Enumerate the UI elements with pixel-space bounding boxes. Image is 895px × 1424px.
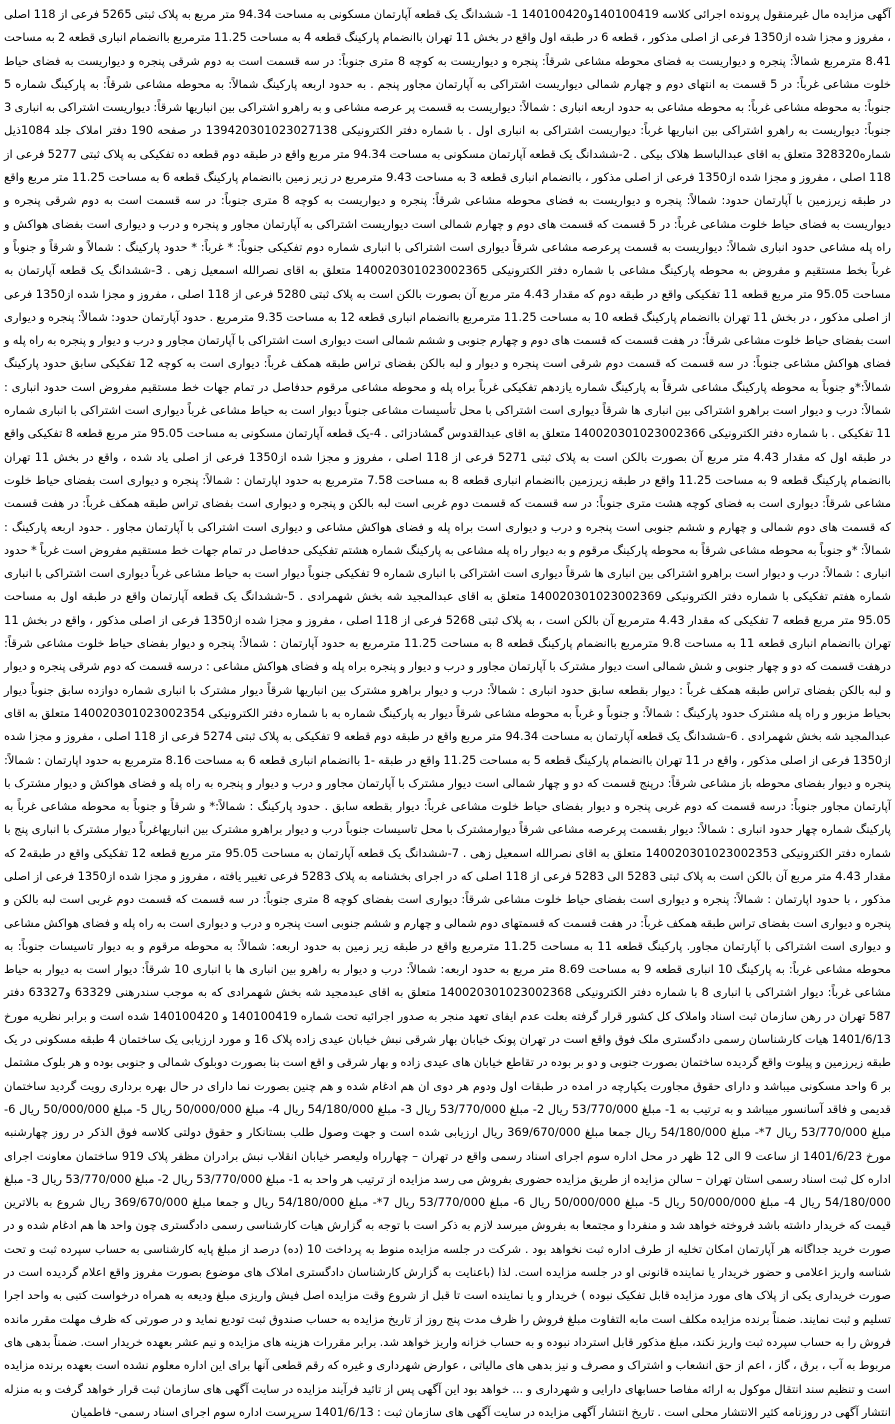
- signature-line: سرپرست اداره سوم اجرای اسناد رسمی- فاطمیان: [71, 1404, 315, 1419]
- auction-notice-text: آگهی مزایده مال غیرمنقول پرونده اجرائی کلاسه 140100419و140100420 1- ششدانگ یک قطعه آپارتمان مسکونی به مساحت 94.34 متر مربع به پلاک ثبتی 5265 فرعی از 118 اصلی ، مفروز و مجزا شده از1350 فرعی از اصلی مذکور ، قطعه 6 در طبقه اول واقع در بخش 11 تهران باانضمام پارکینگ قطعه 4 به مساحت 11.25 مترمربع باانضمام انباری قطعه 2 به مساحت 8.41 مترمربع شمالاً: پنجره و دیواریست به فضای محوطه مشاعی شرقاً: پنجره و دیواریست به کوچه 8 متری جنوباً: در سه قسمت است به دوم شرقی پنجره و دیواریست به فضای حیاط خلوت مشاعی غرباً: در 5 قسمت به انتهای دوم و چهارم شمالی دیواریست اشتراکی به آپارتمان مجاور پنجم . به حدود اربعه پارکینگ شمالاً: به محوطه مشاعی شرقاً: به پارکینگ شماره 5 جنوباً: به محوطه مشاعی غرباً: به محوطه مشاعی به حدود اربعه انباری : شمالاً: دیواریست به قسمت پر عرصه مشاعی و به راهرو اشتراکی بین انباریها شرقاً: دیواریست اشتراکی به انباری 3 جنوباً: دیواریست به راهرو اشتراکی بین انباریها غرباً: دیواریست اشتراکی به انباری اول . با شماره دفتر الکترونیکی 139420301023027138 در صفحه 190 دفتر املاک جلد 1084ذیل شماره328320 متعلق به اقای عبدالباسط هلاک بیکی . 2-ششدانگ یک قطعه آپارتمان مسکونی به مساحت 94.34 متر مربع واقع در طبقه دوم قطعه ده تفکیکی به پلاک ثبتی 5277 فرعی از 118 اصلی ، مفروز و مجزا شده از1350 فرعی از اصلی مذکور ، باانضمام انباری قطعه 3 به مساحت 9.43 مترمربع در زیر زمین باانضمام پارکینگ قطعه 6 به مساحت 11.25 متر مربع واقع در طبقه زیرزمین با آپارتمان حدود: شمالاً: پنجره و دیواریست به فضای محوطه مشاعی شرقاً: پنجره و دیواریست به کوچه 8 متری جنوباً: در سه قسمت است به دوم شرقی پنجره و دیواریست به فضای حیاط خلوت مشاعی غرباً: در 5 قسمت که قسمت های دوم و چهارم شمالی است دیواریست اشتراکی به آپارتمان مجاور و پنجره و درب و دیواری است بفضای هواکش و راه پله مشاعی حدود انباری شمالاً: دیواریست به قسمت پرعرصه مشاعی شرقاً دیواری است اشتراکی با انباری شماره دوم تفکیکی جنوباً: * غرباً: * حدود پارکینگ : شمالاً و شرقاً و جنوباً و غرباً بخط مستقیم و مفروض به محوطه پارکینگ مشاعی با شماره دفتر الکترونیکی 140020301023002365 متعلق به اقای نصرالله اسمعیل زهی . 3-ششدانگ یک قطعه آپارتمان به مساحت 95.05 متر مربع قطعه 11 تفکیکی واقع در طبقه دوم که مقدار 4.43 متر مربع آن بصورت بالکن است به پلاک ثبتی 5280 فرعی از 118 اصلی ، مفروز و مجزا شده از1350 فرعی از اصلی مذکور ، در بخش 11 تهران باانضمام پارکینگ قطعه 10 به مساحت 11.25 مترمربع باانضمام انباری قطعه 12 به مساحت 9.35 مترمربع . حدود آپارتمان حدود: شمالاً: پنجره و دیواری است بفضای حیاط خلوت مشاعی شرقاً: در هفت قسمت که قسمت های دوم و چهارم جنوبی و ششم شمالی است دیواری است اشتراکی با آپارتمان مجاور و درب و دیوار و پنجره به راه پله و فضای هواکش مشاعی جنوباً: در سه قسمت که قسمت دوم شرقی است پنجره و دیوار و لبه بالکن بفضای تراس طبقه همکف غرباً: دیواری است به کوچه 12 تفکیکی سابق حدود پارکینگ شمالاً:*و جنوباً به محوطه پارکینگ مشاعی شرقاً به پارکینگ شماره یازدهم تفکیکی غرباً براه پله و محوطه مشاعی مرقوم حدفاصل در تمام جهات خط مستقیم مفروض است حدود انباری : شمالاً: درب و دیوار است براهرو اشتراکی بین انباری ها شرقاً دیواری است اشتراکی با محل تأسیسات مشاعی جنوباً دیوار است به حیاط مشاعی غرباً دیواری است اشتراکی با انباری شماره 11 تفکیکی . با شماره دفتر الکترونیکی 140020301023002366 متعلق به اقای عبدالقدوس گمشادزائی . 4-یک قطعه آپارتمان مسکونی به مساحت 95.05 متر مربع قطعه 8 تفکیکی واقع در طبقه اول که مقدار 4.43 متر مربع آن بصورت بالکن است به پلاک ثبتی 5271 فرعی از 118 اصلی ، مفروز و مجزا شده از1350 فرعی از اصلی یاد شده ، واقع در بخش 11 تهران باانضمام پارکینگ قطعه 9 به مساحت 11.25 واقع در طبقه زیرزمین باانضمام انباری قطعه 8 به مساحت 7.58 مترمربع به حدود اپارتمان : شمالاً: پنجره و دیواری است بفضای حیاط خلوت مشاعی شرقاً: دیواری است به فضای کوچه هشت متری جنوباً: در سه قسمت که قسمت دوم غربی است لبه بالکن و پنجره و دیواری است بفضای تراس طبقه همکف غرباً: در هفت قسمت که قسمت های دوم شمالی و چهارم و ششم جنوبی است پنجره و درب و دیواری است براه پله و فضای هواکش مشاعی و دیواری است اشتراکی با آپارتمان مجاور . حدود اربعه پارکینگ : شمالاً: *و جنوباً به محوطه مشاعی شرقاً به محوطه پارکینگ مرقوم و به دیوار راه پله مشاعی به پارکینگ شماره هشتم تفکیکی حدفاصل در تمام جهات خط مستقیم مفروض است غرباً * حدود انباری : شمالاً: درب و دیوار است براهرو اشتراکی بین انباری ها شرقاً دیواری است اشتراکی با انباری شماره 9 تفکیکی جنوباً دیوار است به حیاط مشاعی غرباً دیواری است اشتراکی با انباری شماره هفتم تفکیکی با شماره دفتر الکترونیکی 140020301023002369 متعلق به اقای عبدالمجید شه بخش شهمرادی . 5-ششدانگ یک قطعه آپارتمان واقع در طبقه اول به مساحت 95.05 متر مربع قطعه 7 تفکیکی که مقدار 4.43 مترمربع آن بالکن است ، به پلاک ثبتی 5268 فرعی از 118 اصلی ، مفروز و مجزا شده از1350 فرعی از اصلی مذکور ، واقع در بخش 11 تهران باانضمام انباری قطعه 11 به مساحت 9.8 مترمربع باانضمام پارکینگ قطعه 8 به مساحت 11.25 مترمربع به حدود آپارتمان : شمالاً: پنجره و دیوار بفضای حیاط خلوت مشاعی شرقاً: درهفت قسمت که دو و چهار جنوبی و شش شمالی است دیوار مشترک با آپارتمان مجاور و درب و دیوار و پنجره براه پله و فضای هواکش مشاعی : درسه قسمت که دوم شرقی پنجره و دیوار و لبه بالکن بفضای تراس طبقه همکف غرباً : دیوار بقطعه سابق حدود انباری : شمالاً: درب و دیوار براهرو مشترک بین انباریها شرقاً دیوار مشترک با انباری شماره دوازده سابق جنوباً دیوار بحیاط مزبور و راه پله مشترک حدود پارکینگ : شمالاً: و جنوباً و غرباً به محوطه مشاعی شرقاً دیوار به پارکینگ شماره به با شماره دفتر الکترونیکی 140020301023002354 متعلق به اقای عبدالمجید شه بخش شهمرادی . 6-ششدانگ یک قطعه آپارتمان به مساحت 94.34 متر مربع واقع در طبقه دوم قطعه 9 تفکیکی به پلاک ثبتی 5274 فرعی از 118 اصلی ، مفروز و مجزا شده از1350 فرعی از اصلی مذکور ، واقع در 11 تهران باانضمام پارکینگ قطعه 5 به مساحت 11.25 واقع در طبقه -1 باانضمام انباری قطعه 6 به مساحت 8.16 مترمربع به حدود اپارتمان : شمالاً: پنجره و دیوار بفضای محوطه باز مشاعی شرقاً: درپنج قسمت که دو و چهار شمالی است دیوار مشترک با آپارتمان مجاور و درب و دیوار و پنجره به راه پله و فضای هواکش و دیوار مشترک با آپارتمان مجاور جنوباً: درسه قسمت که دوم غربی پنجره و دیوار بفضای حیاط خلوت مشاعی غرباً: دیوار بقطعه سابق . حدود پارکینگ : شمالاً:* و شرقاً و جنوباً به محوطه مشاعی غرباً به پارکینگ شماره چهار حدود انباری : شمالاً: دیوار بقسمت پرعرصه مشاعی شرقاً دیوارمشترک با محل تاسیسات جنوباً درب و دیوار براهرو مشترک بین انباریهاغرباً دیوار مشترک با انباری پنج با شماره دفتر الکترونیکی 140020301023002353 متعلق به اقای نصرالله اسمعیل زهی . 7-ششدانگ یک قطعه آپارتمان به مساحت 95.05 متر مربع قطعه 12 تفکیکی واقع در طبقه2 که مقدار 4.43 متر مربع آن بالکن است به پلاک ثبتی 5283 الی 5283 فرعی از 118 اصلی که در اجرای بخشنامه به پلاک 5283 فرعی تغییر یافته ، مفروز و مجزا شده از1350 فرعی از اصلی مذکور ، با حدود اپارتمان : شمالاً: پنجره و دیواری است بفضای حیاط خلوت مشاعی شرقاً: دیواری است بفضای کوچه 8 متری جنوباً: در سه قسمت که قسمت دوم غربی است لبه بالکن و پنجره و دیواری است بفضای تراس طبقه همکف غرباً: در هفت قسمت که قسمتهای دوم شمالی و چهارم و ششم جنوبی است پنجره و درب و دیواری است به راه پله و فضای هواکش مشاعی و دیواری است اشتراکی با آپارتمان مجاور. پارکینگ قطعه 11 به مساحت 11.25 مترمربع واقع در طبقه زیر زمین به حدود اربعه: شمالاً: به محوطه مرقوم و به دیوار تاسیسات جنوباً: به محوطه مشاعی غرباً: به پارکینگ 10 انباری قطعه 9 به مساحت 8.69 متر مربع به حدود اربعه: شمالاً: درب و دیوار به راهرو بین انباری ها با انباری 10 شرقاً: دیوار است به دیوار به حیاط مشاعی غرباً: دیوار اشتراکی با انباری 8 با شماره دفتر الکترونیکی 140020301023002368 متعلق به اقای عبدمجید شه بخش شهمرادی که به موجب سندرهنی 63329 و63327 دفتر 587 تهران در رهن سازمان ثبت اسناد واملاک کل کشور قرار گرفته بعلت عدم ایفای تعهد منجر به صدور اجرائیه تحت شماره 140100419 و 140100420 شده است و برابر نظریه مورخ 1401/6/13 هیات کارشناسان رسمی دادگستری ملک فوق واقع است در تهران پونک خیابان بهار شرقی نبش خیابان عیدی زاده پلاک 16 و مورد ارزیابی یک ساختمان 4 طبقه مسکونی در یک طبقه زیرزمین و پیلوت واقع گردیده ساختمان بصورت جنوبی و دو بر بوده در تقاطع خیابان های عیدی زاده و بهار شرقی و اقع است بنا بصورت دوبلوک شمالی و جنوبی بوده و هر بلوک مشتمل بر 6 واحد مسکونی میباشد و دارای حقوق مجاورت یکپارچه در امده در طبقات اول ودوم هر دوی ان هم ادغام شده و هم چنین بصورت نما دارای در حال بهره برداری رویت گردید ساختمان قدیمی و فاقد آسانسور میباشد و به ترتیب به 1- مبلغ 53/770/000 ریال 2- مبلغ 53/770/000 ریال 3- مبلغ 54/180/000 ریال 4- مبلغ 50/000/000 ریال 5- مبلغ 50/000/000 ریال 6- مبلغ 53/770/000 ریال 7*- مبلغ 54/180/000 ریال جمعا مبلغ 369/670/000 ریال ارزیابی شده است و جهت وصول طلب بستانکار و حقوق دولتی کلاسه فوق الذکر در روز چهارشنبه مورخ 1401/6/23 از ساعت 9 الی 12 ظهر در محل اداره سوم اجرای اسناد رسمی واقع در تهران – چهارراه ولیعصر خیابان انقلاب نبش برادران مظفر پلاک 919 ساختمان معاونت اجرای اداره کل ثبت اسناد رسمی استان تهران – سالن مزایده از طریق مزایده حضوری بفروش می رسد مزایده از ترتیب هر واحد به 1- مبلغ 53/770/000 ریال 2- مبلغ 53/770/000 ریال 3- مبلغ 54/180/000 ریال 4- مبلغ 50/000/000 ریال 5- مبلغ 50/000/000 ریال 6- مبلغ 53/770/000 ریال 7*- مبلغ 54/180/000 ریال و جمعا مبلغ 369/670/000 ریال شروع به بالاترین قیمت که خریدار داشته باشد فروخته خواهد شد و منفردا و مجتمعا به بفروش میرسد لازم به ذکر است با توجه به گزارش هیات کارشناسی رسمی دادگستری چون واحد ها هم ادغام شده و در صورت خرید جداگانه هر آپارتمان امکان تخلیه از طرف اداره ثبت نخواهد بود . شرکت در جلسه مزایده منوط به پرداخت 10 (ده) درصد از مبلغ پایه کارشناسی به حساب سپرده ثبت و تحت شناسه واریز اعلامی و حضور خریدار یا نماینده قانونی او در جلسه مزایده است. لذا (باعنایت به گزارش کارشناسان دادگستری املاک های موضوع بصورت مفروز واقع اعلام گردیده است در صورت خریداری یکی از پلاک های مورد مزایده قابل تفکیک نبوده ) خریدار و یا نماینده است تا قبل از شروع وقت مزایده اصل فیش واریزی مبلغ ودیعه به همراه درخواست کتبی به واحد اجرا تسلیم و ثبت نمایند. ضمناً برنده مزایده مکلف است مابه التفاوت مبلغ فروش را ظرف مدت پنج روز از تاریخ مزایده به حساب صندوق ثبت تودیع نماید و در صورتی که ظرف مهلت مقرر مانده فروش را به حساب سپرده ثبت واریز نکند، مبلغ مذکور قابل استرداد نبوده و به حساب خزانه واریز خواهد شد. برابر مقررات هزینه های مزایده و نیم عشر بعهده خریدار است. ضمناً بدهی های مربوط به آب ، برق ، گاز ، اعم از حق انشعاب و اشتراک و مصرف و نیز بدهی های مالیاتی ، عوارض شهرداری و غیره که رقم قطعی آنها برای این اداره معلوم نشده است بعهده برنده مزایده است و تنظیم سند انتقال موکول به ارائه مفاصا حسابهای دارایی و شهرداری و ... خواهد بود این آگهی پس از تائید فرآیند مزایده در سایت آگهی های سازمان ثبت قرار خواهد گرفت و به منزله انتشار آگهی در روزنامه کثیر الانتشار محلی است . تاریخ انتشار آگهی مزایده در سایت آگهی های سازمان ثبت : 1401/6/13 سرپرست اداره سوم اجرای اسناد رسمی- فاطمیان: [4, 7, 892, 1419]
